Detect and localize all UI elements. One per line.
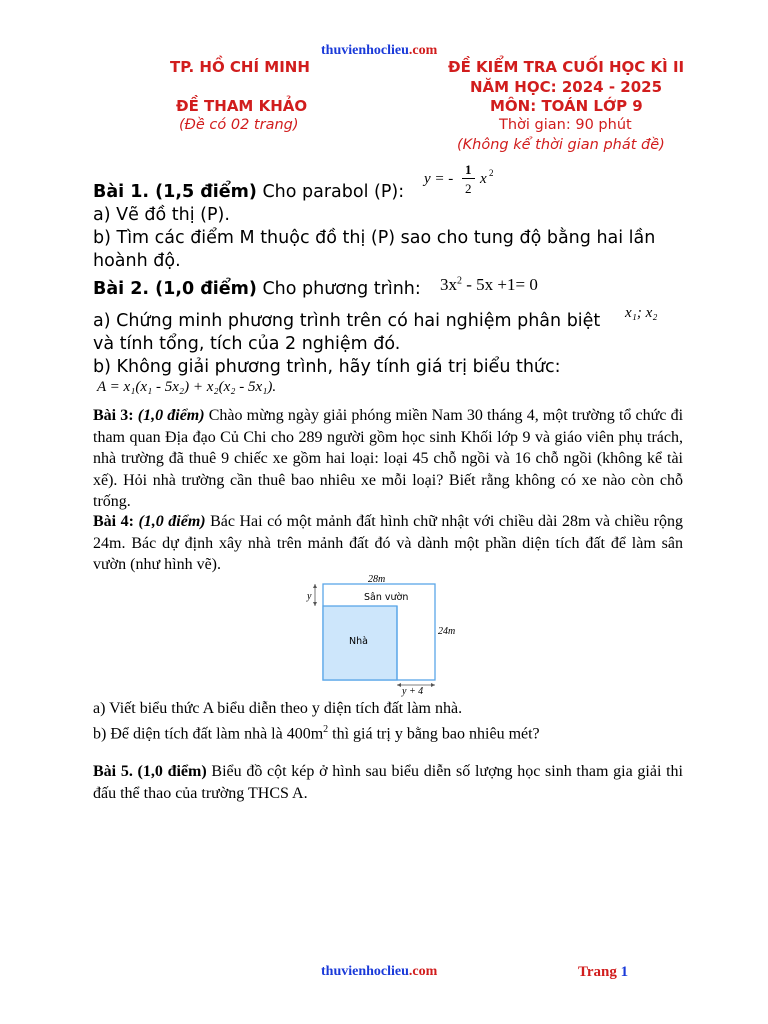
header-page-count: (Đề có 02 trang) <box>179 117 299 133</box>
bai2-heading <box>93 278 421 301</box>
bai1-part-a: a) Vẽ đồ thị (P). <box>93 205 230 225</box>
bai1-label: Bài 1. (1,5 điểm) <box>93 182 257 202</box>
site-watermark-bottom <box>321 964 437 980</box>
bai1-frac-den: 2 <box>465 181 472 196</box>
footer-site-name: thuvienhoclieu <box>321 964 409 979</box>
label-28m: 28m <box>368 574 386 585</box>
bai2-part-a-line2: và tính tổng, tích của 2 nghiệm đó. <box>93 334 401 354</box>
bai4-points: (1,0 điểm) <box>138 513 206 530</box>
bai4-part-b-exp: 2 <box>323 724 329 735</box>
y-plus-4-arrow-right <box>431 683 435 687</box>
bai2-eq-a: 3x <box>440 275 457 294</box>
bai4-paragraph <box>93 511 683 576</box>
bai5-label: Bài 5. (1,0 điểm) <box>93 763 207 780</box>
bai2-intro: Cho phương trình: <box>256 279 421 299</box>
header-exam-title: ĐỀ KIỂM TRA CUỐI HỌC KÌ II <box>448 58 685 76</box>
bai5-paragraph <box>93 761 683 804</box>
bai4-part-b <box>93 719 683 745</box>
bai1-intro: Cho parabol (P): <box>256 182 405 202</box>
bai1-eq-var: x <box>480 171 487 187</box>
bai3-points: (1,0 điểm) <box>137 407 205 424</box>
bai1-part-b-line2: hoành độ. <box>93 251 181 271</box>
header-duration: Thời gian: 90 phút <box>499 117 632 133</box>
page-number-value: 1 <box>620 964 629 980</box>
page-number <box>578 964 628 981</box>
label-24m: 24m <box>438 626 456 637</box>
bai4-text: Bác Hai có một mảnh đất hình chữ nhật với chiều dài 28m và chiều rộng 24m. Bác dự định xây nhà trên mảnh đất đó và dành một phần diện tích đất để làm sân vườn (như hình vẽ). <box>93 513 684 573</box>
bai2-eq-exp: 2 <box>457 275 462 287</box>
bai4-part-b-pre: b) Để diện tích đất làm nhà là 400m <box>93 725 324 743</box>
site-name: thuvienhoclieu <box>321 43 409 58</box>
bai2-eq-b: - 5x +1= 0 <box>462 275 538 294</box>
bai4-part-b-post: thì giá trị y bằng bao nhiêu mét? <box>328 725 540 743</box>
bai2-part-b: b) Không giải phương trình, hãy tính giá trị biểu thức: <box>93 357 561 377</box>
bai1-heading <box>93 181 404 204</box>
y-arrow-bottom <box>313 602 317 606</box>
bai1-eq-exp: 2 <box>489 168 494 178</box>
bai3-paragraph <box>93 405 683 513</box>
bai3-text: Chào mừng ngày giải phóng miền Nam 30 tháng 4, một trường tổ chức đi tham quan Địa đạo Củ Chi cho 289 người gồm học sinh Khối lớp 9 và giáo viên phụ trách, nhà trường đã thuê 9 chiếc xe gồm hai loại: loại 45 chỗ ngồi và 16 chỗ ngồi (không kể tài xế). Hỏi nhà trường cần thuê bao nhiêu xe mỗi loại? Biết rằng không có xe nào còn chỗ trống. <box>93 407 684 510</box>
header-subject: MÔN: TOÁN LỚP 9 <box>490 97 643 115</box>
bai3-label: Bài 3: <box>93 407 134 424</box>
bai1-frac-bar <box>462 178 475 179</box>
bai5-text: Biểu đồ cột kép ở hình sau biểu diễn số lượng học sinh tham gia giải thi đấu thể thao của trường THCS A. <box>93 763 683 802</box>
bai2-part-a-line1: a) Chứng minh phương trình trên có hai nghiệm phân biệt <box>93 311 601 331</box>
bai2-label: Bài 2. (1,0 điểm) <box>93 279 257 299</box>
label-garden: Sân vườn <box>364 592 409 603</box>
label-house: Nhà <box>349 636 368 647</box>
header-school-year: NĂM HỌC: 2024 - 2025 <box>470 78 663 96</box>
y-plus-4-arrow-left <box>397 683 401 687</box>
bai1-frac-num: 1 <box>465 162 472 177</box>
bai1-part-b-line1: b) Tìm các điểm M thuộc đồ thị (P) sao cho tung độ bằng hai lần <box>93 228 656 248</box>
land-figure <box>300 570 470 700</box>
label-y-plus-4: y + 4 <box>402 686 424 697</box>
site-watermark-top <box>321 43 437 59</box>
page-label: Trang <box>578 964 621 980</box>
header-duration-note: (Không kể thời gian phát đề) <box>457 137 665 153</box>
bai4-part-a: a) Viết biểu thức A biểu diễn theo y diện tích đất làm nhà. <box>93 700 463 717</box>
bai4-label: Bài 4: <box>93 513 134 530</box>
bai2-equation <box>440 275 538 295</box>
site-domain: .com <box>408 43 438 58</box>
bai1-eq-lhs: y = - <box>424 171 454 187</box>
bai2-expression: A = x₁(x₁ - 5x₂) + x₂(x₂ - 5x₁). <box>97 379 277 395</box>
y-arrow-top <box>313 584 317 588</box>
footer-site-domain: .com <box>408 964 438 979</box>
header-city: TP. HỒ CHÍ MINH <box>170 58 310 76</box>
bai2-roots: x₁; x₂ <box>625 305 658 321</box>
label-y: y <box>307 591 312 602</box>
header-exam-type: ĐỀ THAM KHẢO <box>176 97 308 115</box>
